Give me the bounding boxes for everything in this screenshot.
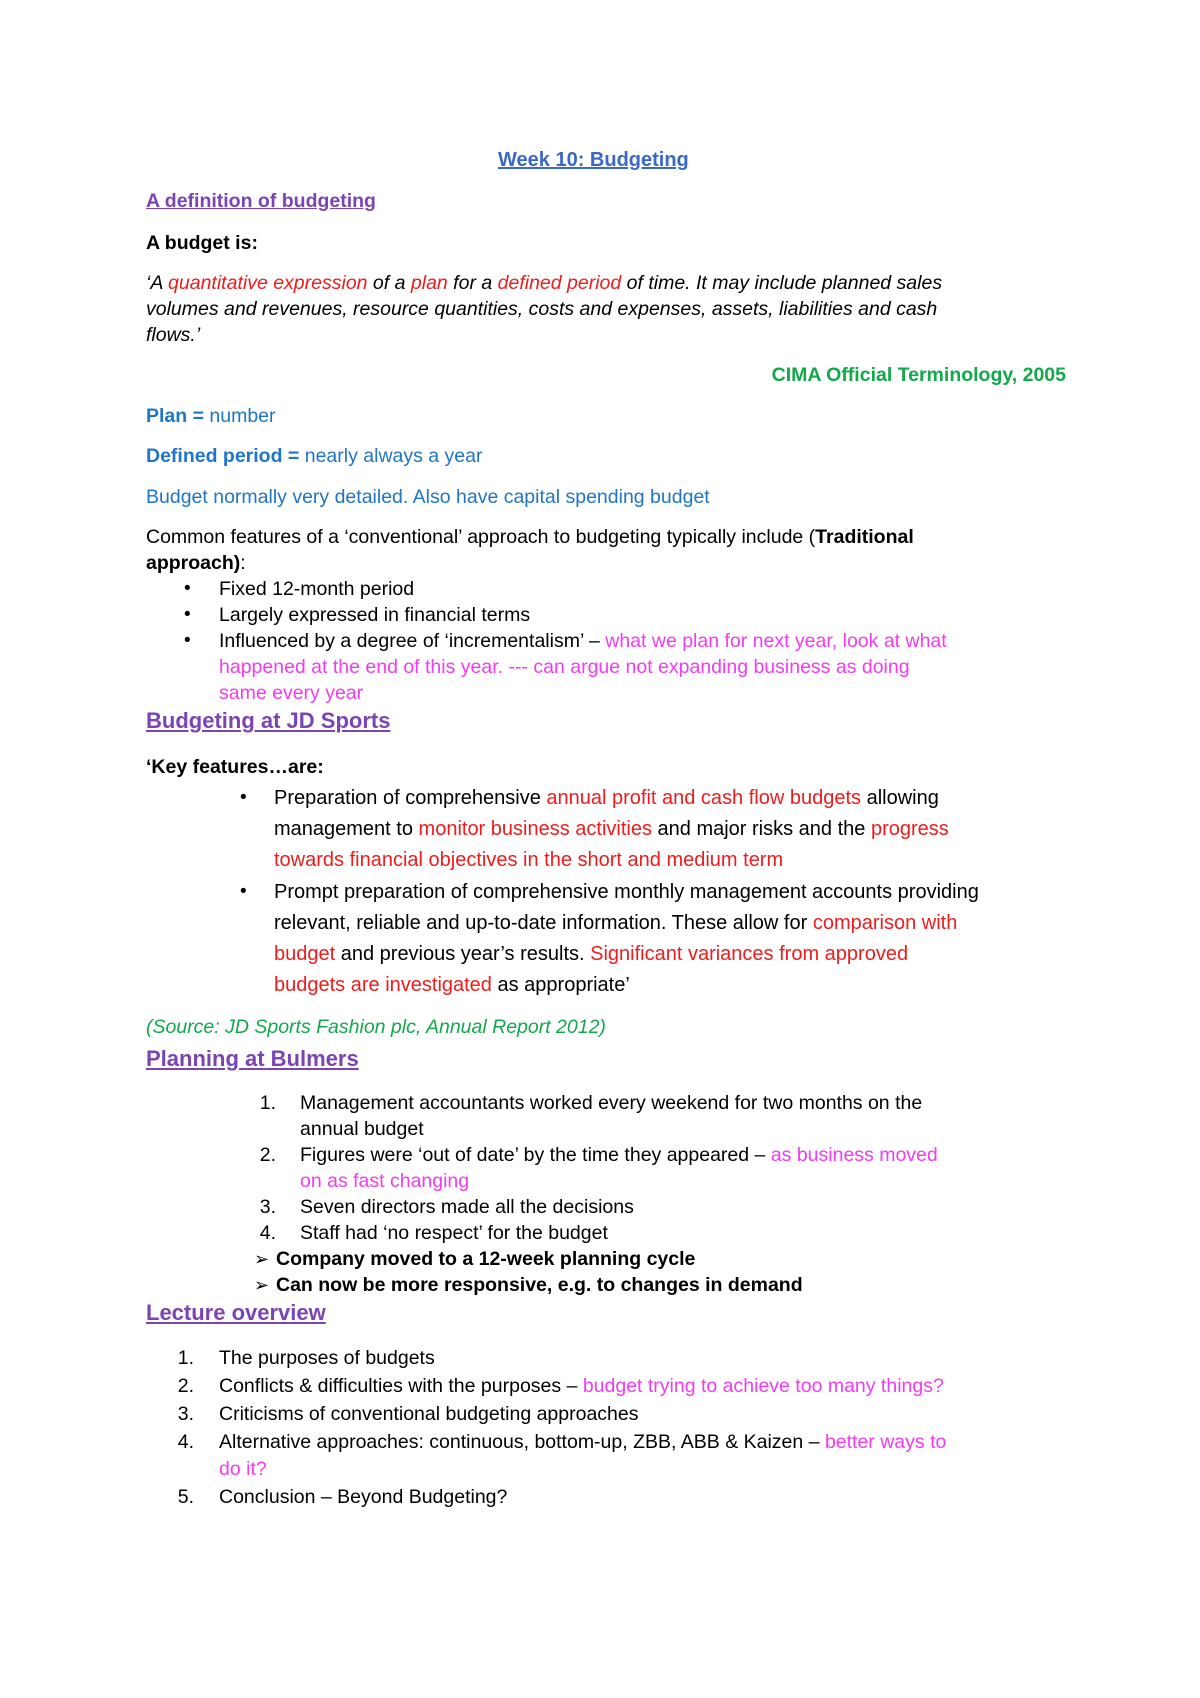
bullet-icon: • (184, 578, 191, 599)
list-item: Influenced by a degree of ‘incrementalism’ – what we plan for next year, look at what (219, 630, 947, 652)
key-features-label: ‘Key features…are: (146, 756, 324, 778)
bulmers-outcome1: Company moved to a 12-week planning cycle (276, 1248, 696, 1270)
jd-bullet1-line3: towards financial objectives in the short and medium term (274, 849, 784, 871)
arrow-bullet-icon: ➢ (254, 1249, 270, 1269)
bulmers-item1-line1: Management accountants worked every weekend for two months on the (300, 1092, 923, 1114)
bulmers-heading: Planning at Bulmers (146, 1046, 359, 1071)
period-note: Defined period = nearly always a year (146, 445, 483, 467)
bulmers-item2-line1: Figures were ‘out of date’ by the time they appeared – as business moved (300, 1144, 938, 1166)
definition-quote-line2: volumes and revenues, resource quantities, costs and expenses, assets, liabilities and cash (146, 298, 938, 320)
bullet-icon: • (240, 881, 247, 902)
overview-item3: Criticisms of conventional budgeting approaches (219, 1403, 639, 1425)
bullet-icon: • (240, 787, 247, 808)
jd-sports-heading: Budgeting at JD Sports (146, 708, 391, 733)
jd-bullet2-line4: budgets are investigated as appropriate’ (274, 974, 630, 996)
plan-note: Plan = number (146, 405, 276, 427)
jd-bullet1-line1: Preparation of comprehensive annual profit and cash flow budgets allowing (274, 787, 939, 809)
list-number: 1. (177, 1347, 194, 1369)
list-number: 1. (259, 1092, 276, 1114)
bulmers-item2-line2: on as fast changing (300, 1170, 470, 1192)
list-item: Fixed 12-month period (219, 578, 415, 600)
list-item-continued: happened at the end of this year. --- can argue not expanding business as doing (219, 656, 910, 678)
list-number: 4. (177, 1431, 194, 1453)
bulmers-item1-line2: annual budget (300, 1118, 424, 1140)
citation: CIMA Official Terminology, 2005 (771, 364, 1066, 386)
list-item-continued: same every year (219, 682, 364, 704)
jd-bullet2-line2: relevant, reliable and up-to-date information. These allow for comparison with (274, 912, 958, 934)
definition-quote-line1: ‘A quantitative expression of a plan for a defined period of time. It may include planned sales (146, 272, 943, 294)
bullet-icon: • (184, 604, 191, 625)
bullet-icon: • (184, 630, 191, 651)
jd-bullet2-line1: Prompt preparation of comprehensive monthly management accounts providing (274, 881, 979, 903)
list-number: 2. (259, 1144, 276, 1166)
overview-item4-line2: do it? (219, 1458, 267, 1480)
jd-bullet1-line2: management to monitor business activities and major risks and the progress (274, 818, 949, 840)
jd-source: (Source: JD Sports Fashion plc, Annual Report 2012) (146, 1016, 606, 1038)
overview-item2: Conflicts & difficulties with the purposes – budget trying to achieve too many things? (219, 1375, 944, 1397)
list-number: 3. (259, 1196, 276, 1218)
detail-note: Budget normally very detailed. Also have capital spending budget (146, 486, 710, 508)
traditional-intro-line1: Common features of a ‘conventional’ approach to budgeting typically include (Traditional (146, 526, 914, 548)
lecture-overview-heading: Lecture overview (146, 1300, 326, 1325)
bulmers-outcome2: Can now be more responsive, e.g. to changes in demand (276, 1274, 803, 1296)
list-number: 2. (177, 1375, 194, 1397)
overview-item5: Conclusion – Beyond Budgeting? (219, 1486, 508, 1508)
list-number: 3. (177, 1403, 194, 1425)
list-number: 4. (259, 1222, 276, 1244)
traditional-intro-line2: approach): (146, 552, 246, 574)
definition-heading: A definition of budgeting (146, 190, 376, 212)
overview-item1: The purposes of budgets (219, 1347, 435, 1369)
bulmers-item4: Staff had ‘no respect’ for the budget (300, 1222, 608, 1244)
arrow-bullet-icon: ➢ (254, 1275, 270, 1295)
budget-label: A budget is: (146, 232, 258, 254)
list-item: Largely expressed in financial terms (219, 604, 531, 626)
bulmers-item3: Seven directors made all the decisions (300, 1196, 634, 1218)
overview-item4-line1: Alternative approaches: continuous, bottom-up, ZBB, ABB & Kaizen – better ways to (219, 1431, 947, 1453)
page-title: Week 10: Budgeting (498, 149, 689, 171)
definition-quote-line3: flows.’ (146, 324, 201, 346)
list-number: 5. (177, 1486, 194, 1508)
jd-bullet2-line3: budget and previous year’s results. Significant variances from approved (274, 943, 909, 965)
